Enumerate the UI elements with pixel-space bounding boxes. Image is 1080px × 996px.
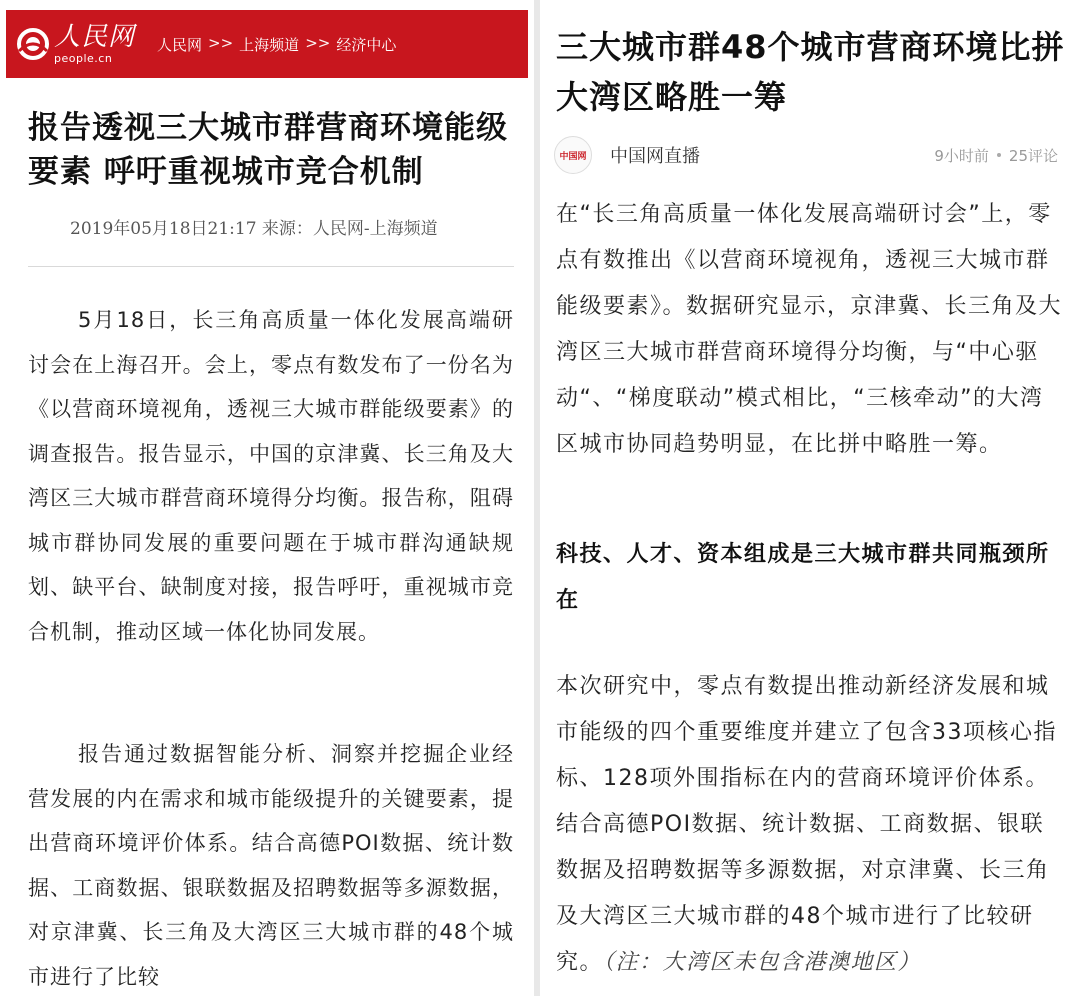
site-header-bar [6, 10, 528, 78]
chinanet-article-panel [540, 0, 1080, 996]
footnote: （注：大湾区未包含港澳地区） [603, 950, 922, 975]
china-net-logo-icon[interactable] [554, 136, 592, 174]
breadcrumb-link-section[interactable]: 经济中心 [336, 35, 397, 54]
comment-count[interactable]: 25评论 [1008, 146, 1058, 165]
breadcrumb [157, 34, 396, 55]
article-paragraph: 5月18日，长三角高质量一体化发展高端研讨会在上海召开。会上，零点有数发布了一份名为《以营商环境视角，透视三大城市群能级要素》的调查报告。报告显示，中国的京津冀、长三角及大湾区三大城市群营商环境得分均衡。报告称，阻碍城市群协同发展的重要问题在于城市群沟通缺规划、缺平台、缺制度对接，报告呼吁，重视城市竞合机制，推动区域一体化协同发展。 [28, 308, 514, 644]
paragraph-text: 本次研究中，零点有数提出推动新经济发展和城市能级的四个重要维度并建立了包含33项核心指标、128项外围指标在内的营商环境评价体系。结合高德POI数据、统计数据、工商数据、银联数据及招聘数据等多源数据，对京津冀、长三角及大湾区三大城市群的48个城市进行了比较研究。 [556, 674, 1057, 975]
source-logo-text: 中国网 [559, 151, 587, 162]
breadcrumb-separator: >> [208, 33, 234, 52]
article-title: 报告透视三大城市群营商环境能级要素 呼吁重视城市竞合机制 [28, 110, 508, 190]
article-paragraph: 报告通过数据智能分析、洞察并挖掘企业经营发展的内在需求和城市能级提升的关键要素，提出营商环境评价体系。结合高德POI数据、统计数据、工商数据、银联数据及招聘数据等多源数据，对京津冀、长三角及大湾区三大城市群的48个城市进行了比较 [28, 742, 514, 989]
section-subheading: 科技、人才、资本组成是三大城市群共同瓶颈所在 [556, 542, 1050, 613]
article-paragraph [556, 664, 1062, 986]
article-meta: 2019年05月18日21:17 来源：人民网-上海频道 [70, 219, 438, 239]
publish-time: 9小时前 [934, 146, 989, 165]
site-logo[interactable] [16, 24, 135, 64]
people-daily-logo-icon [16, 27, 50, 61]
article-source-row [554, 138, 1058, 172]
breadcrumb-link-channel[interactable]: 上海频道 [239, 35, 300, 54]
article-title: 三大城市群48个城市营商环境比拼 大湾区略胜一筹 [556, 28, 1065, 116]
article-stats [934, 145, 1058, 166]
logo-english-text: people.cn [54, 52, 113, 65]
dot-separator [997, 153, 1001, 157]
source-name[interactable]: 中国网直播 [610, 146, 700, 167]
breadcrumb-link-home[interactable]: 人民网 [157, 35, 203, 54]
divider [28, 266, 514, 267]
breadcrumb-separator: >> [305, 33, 331, 52]
article-paragraph: 在“长三角高质量一体化发展高端研讨会”上，零点有数推出《以营商环境视角，透视三大城市群能级要素》。数据研究显示，京津冀、长三角及大湾区三大城市群营商环境得分均衡，与“中心驱动“、“梯度联动”模式相比，“三核牵动”的大湾区城市协同趋势明显，在比拼中略胜一筹。 [556, 202, 1063, 457]
logo-chinese-text: 人民网 [54, 22, 136, 52]
people-article-panel [0, 0, 534, 996]
